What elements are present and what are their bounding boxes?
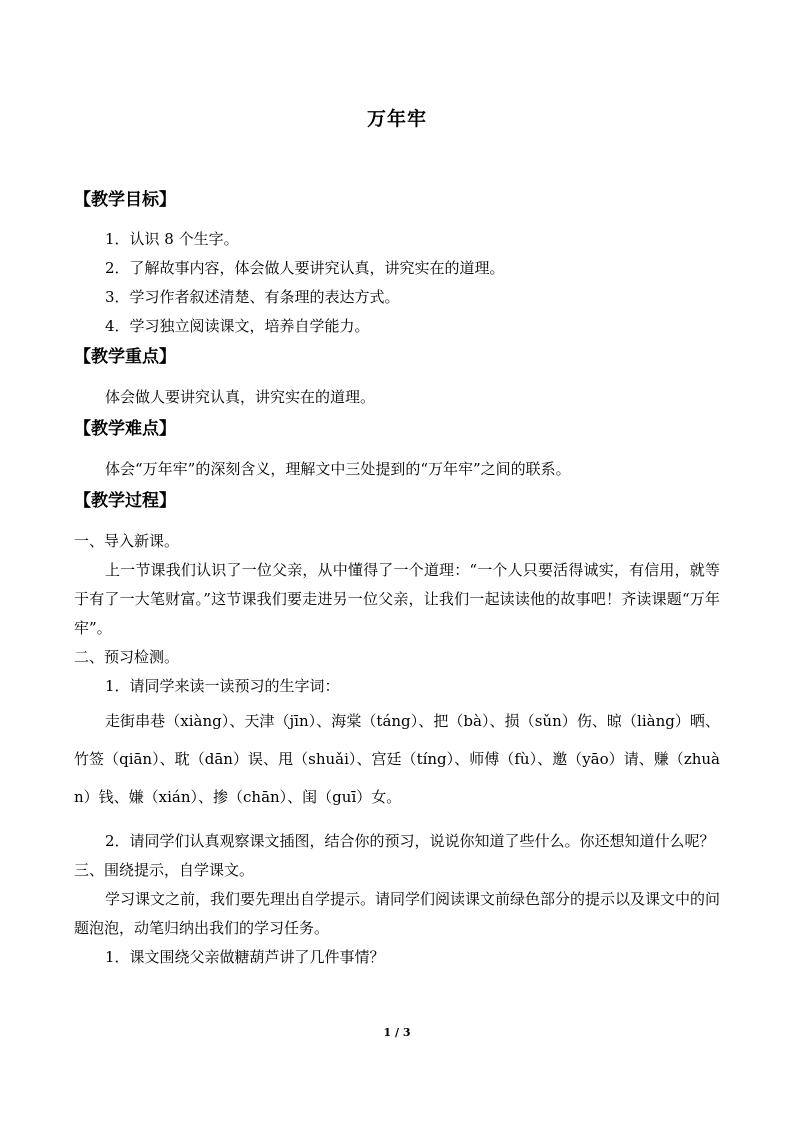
objective-item: 3．学习作者叙述清楚、有条理的表达方式。: [105, 288, 400, 306]
page-title: 万年牢: [366, 108, 427, 130]
objective-item: 1．认识 8 个生字。: [105, 230, 239, 248]
objectives-list: [74, 225, 720, 341]
key-points-heading: 【教学重点】: [74, 347, 176, 367]
process-body-1: [74, 527, 720, 701]
section3-item1: 1．课文围绕父亲做糖葫芦讲了几件事情？: [105, 948, 385, 966]
key-points-section: [74, 343, 720, 372]
section2-item1: 1．请同学来读一读预习的生字词：: [105, 677, 340, 695]
objectives-heading: 【教学目标】: [74, 190, 176, 210]
page-number: 1 / 3: [383, 1026, 411, 1039]
process-section: [74, 487, 720, 516]
key-points-body: [74, 383, 720, 412]
vocab-list: 走街串巷（xiàng）、天津（jīn）、海棠（táng）、把（bà）、损（sǔn）伤、晾（liàng）晒、竹签（qiān）、耽（dān）误、甩（shuǎi）、宫廷（tíng）、师傅（fù）、邀（yāo）请、赚（zhuàn）钱、嫌（xián）、掺（chān）、闺（guī）女。: [74, 712, 720, 806]
vocab-block: [74, 702, 720, 816]
section1-text: 上一节课我们认识了一位父亲，从中懂得了一个道理：“一个人只要活得诚实，有信用，就等于有了一大笔财富。”这节课我们要走进另一位父亲，让我们一起读读他的故事吧！齐读课题“万年牢”。: [74, 561, 720, 637]
objective-item: 4．学习独立阅读课文，培养自学能力。: [105, 317, 370, 335]
section3-text: 学习课文之前，我们要先理出自学提示。请同学们阅读课文前绿色部分的提示以及课文中的问题泡泡，动笔归纳出我们的学习任务。: [74, 890, 721, 937]
difficulties-section: [74, 415, 720, 444]
key-points-text: 体会做人要讲究认真，讲究实在的道理。: [105, 388, 376, 406]
objectives-section: [74, 186, 720, 215]
section1-title: 一、导入新课。: [74, 532, 180, 550]
difficulties-text: 体会“万年牢”的深刻含义，理解文中三处提到的“万年牢”之间的联系。: [105, 460, 571, 478]
process-body-2: [74, 827, 720, 972]
difficulties-body: [74, 455, 720, 484]
objective-item: 2．了解故事内容，体会做人要讲究认真，讲究实在的道理。: [105, 259, 505, 277]
difficulties-heading: 【教学难点】: [74, 419, 176, 439]
section3-title: 三、围绕提示，自学课文。: [74, 861, 255, 879]
process-heading: 【教学过程】: [74, 491, 176, 511]
section2-title: 二、预习检测。: [74, 648, 180, 666]
section2-item2: 2．请同学们认真观察课文插图，结合你的预习，说说你知道了些什么。你还想知道什么呢？: [105, 832, 715, 850]
